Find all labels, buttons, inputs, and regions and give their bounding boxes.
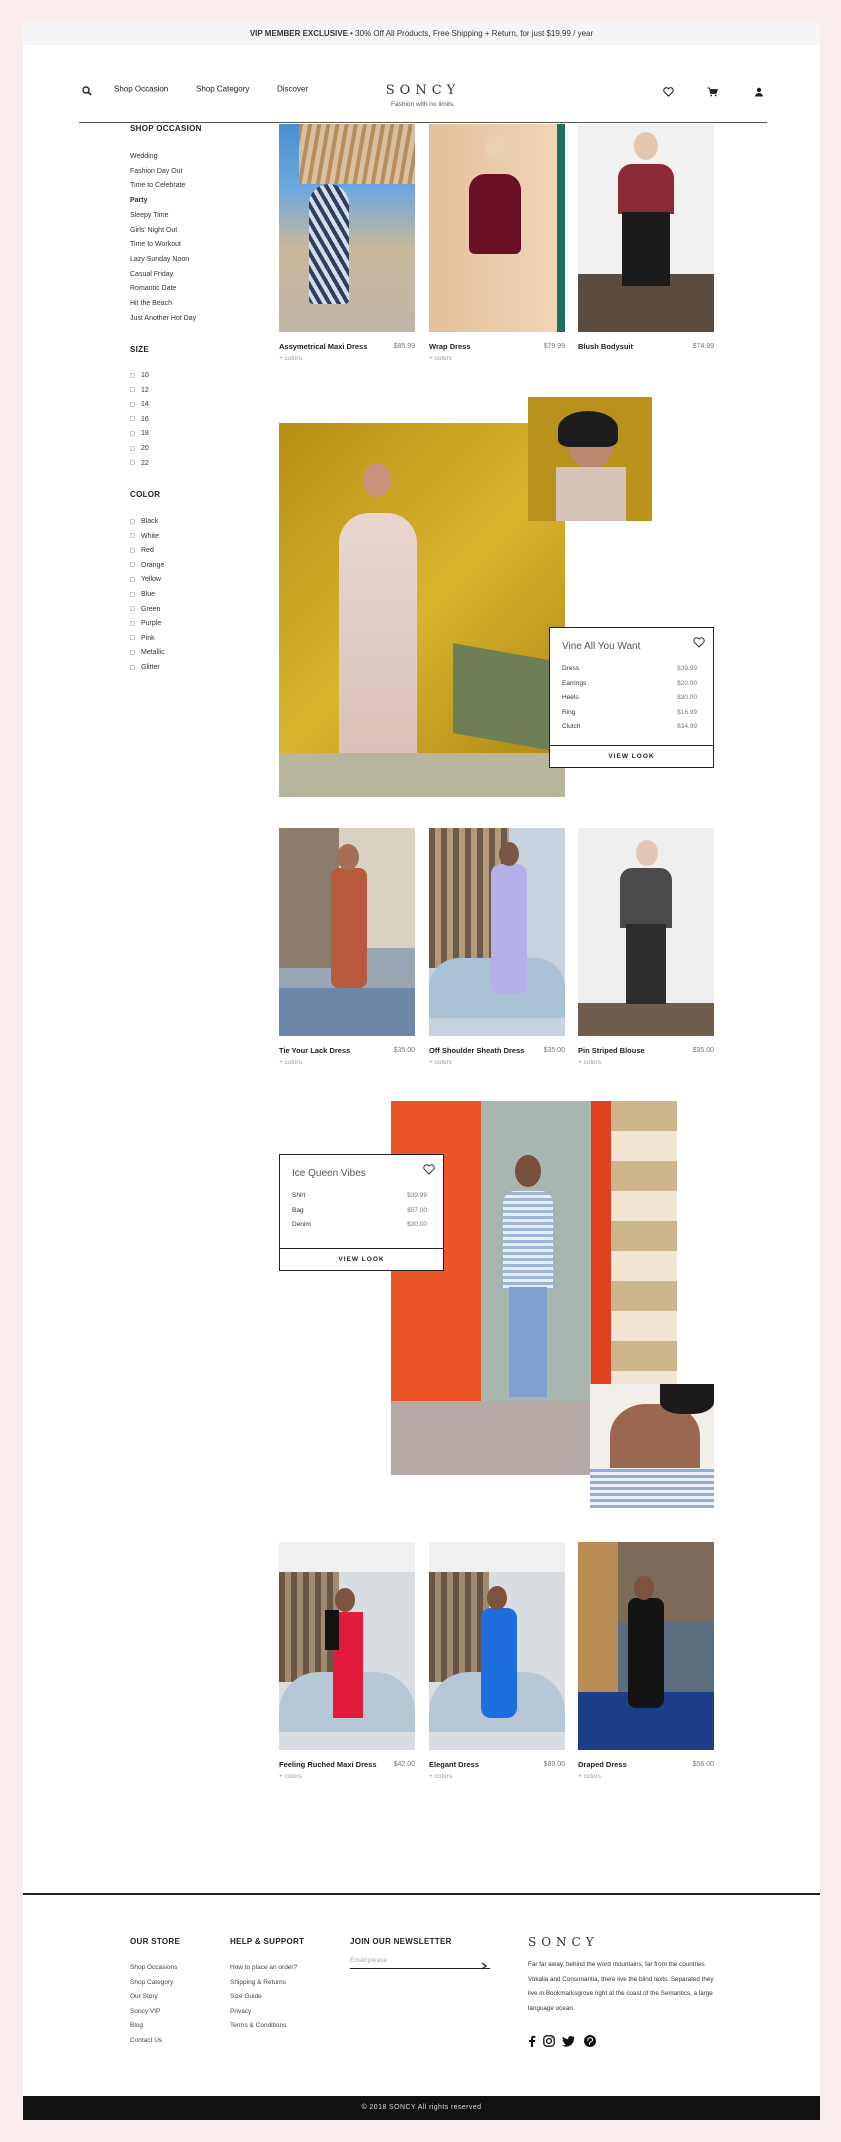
product-colors[interactable]: + colors <box>429 1773 452 1780</box>
footer-store-link-label: Contact Us <box>130 2037 163 2044</box>
search-icon[interactable] <box>82 83 94 95</box>
size-filter-label: 10 <box>141 372 149 379</box>
color-filter-label: Orange <box>141 561 165 569</box>
heart-icon[interactable] <box>423 1162 435 1180</box>
product-name[interactable]: Wrap Dress <box>429 342 471 351</box>
nav-shop-occasion[interactable]: Shop Occasion <box>114 84 169 94</box>
help-heading: HELP & SUPPORT <box>230 1937 305 1946</box>
color-filter-label: Glitter <box>141 664 160 671</box>
footer-description: Far far away, behind the word mountains, far from the countries Vokalia and Consonantia, there live the blind texts. Separated they live in Bookmarksgrove right at the coast of the Semantics, a large language ocean. <box>528 1961 714 2012</box>
occasion-filter-label: Lazy Sunday Noon <box>130 255 190 263</box>
copyright-bar: © 2018 SONCY All rights reserved <box>23 2096 820 2120</box>
occasion-filter-label: Hit the Beach <box>130 300 173 307</box>
footer-help-link-label: Privacy <box>230 2007 252 2015</box>
nav-shop-category[interactable]: Shop Category <box>196 84 250 94</box>
facebook-icon[interactable] <box>528 2034 536 2052</box>
footer-store-link-label: Blog <box>130 2022 144 2030</box>
product-price: $89.00 <box>543 1761 565 1768</box>
look-detail-image <box>528 397 652 521</box>
look-item-name: Heels <box>562 694 579 701</box>
color-filter[interactable] <box>130 649 165 656</box>
look-item-price: $39.99 <box>677 665 697 672</box>
occasion-filter-label: Party <box>130 197 148 205</box>
promo-bar <box>23 23 820 45</box>
footer-store-link[interactable] <box>130 2037 162 2044</box>
color-filter-label: Red <box>141 547 154 555</box>
footer-store-link-label: Shop Category <box>130 1978 174 1986</box>
color-filter-label: Blue <box>141 591 156 598</box>
look-item-name: Shirt <box>292 1192 306 1199</box>
occasion-filter[interactable] <box>130 227 177 234</box>
occasion-filter-label: Time to Workout <box>130 241 181 249</box>
brand-tagline: Fashion with no limits. <box>391 101 455 108</box>
size-filter[interactable] <box>130 401 149 408</box>
product-price: $74.99 <box>692 343 714 350</box>
product-price: $85.99 <box>393 343 415 350</box>
color-filter[interactable] <box>130 547 154 554</box>
page <box>23 23 820 2120</box>
product-name[interactable]: Elegant Dress <box>429 1760 480 1769</box>
occasion-filter[interactable] <box>130 168 183 175</box>
checkbox-icon[interactable] <box>130 387 135 392</box>
product-image[interactable] <box>429 124 565 332</box>
color-filter[interactable] <box>130 635 155 642</box>
header-divider <box>79 122 767 123</box>
size-filter-label: 12 <box>141 386 149 394</box>
size-filter-label: 14 <box>141 401 149 409</box>
look-item-price: $30.00 <box>407 1221 427 1228</box>
footer-brand: SONCY <box>528 1935 599 1949</box>
occasion-filter[interactable] <box>130 300 172 307</box>
color-filter-label: Black <box>141 518 159 525</box>
color-filter-label: Yellow <box>141 576 161 584</box>
product-price: $35.00 <box>543 1047 565 1054</box>
color-filter[interactable] <box>130 664 160 671</box>
look-item-price: $30.00 <box>677 694 697 701</box>
product-price: $79.99 <box>543 343 565 350</box>
product-image[interactable] <box>578 1542 714 1750</box>
cart-icon[interactable] <box>707 84 718 102</box>
checkbox-icon[interactable] <box>130 548 135 553</box>
checkbox-icon[interactable] <box>130 519 135 524</box>
look-item-price: $39.99 <box>407 1192 427 1199</box>
nav-discover[interactable]: Discover <box>277 84 309 94</box>
footer-store-link-label: Soncy VIP <box>130 2007 161 2015</box>
occasion-filter[interactable] <box>130 153 158 160</box>
occasion-filter[interactable] <box>130 315 196 322</box>
color-filter-label: Metallic <box>141 649 165 657</box>
checkbox-icon[interactable] <box>130 562 135 567</box>
product-name[interactable]: Assymetrical Maxi Dress <box>279 342 368 351</box>
occasion-filter-label: Fashion Day Out <box>130 167 183 175</box>
color-filter-label: Green <box>141 605 161 613</box>
size-filter-label: 20 <box>141 445 149 452</box>
checkbox-icon[interactable] <box>130 533 135 538</box>
look-item-name: Ring <box>562 709 576 716</box>
view-look-button[interactable]: VIEW LOOK <box>280 1248 443 1270</box>
checkbox-icon[interactable] <box>130 402 135 407</box>
color-filter[interactable] <box>130 533 159 540</box>
newsletter-heading: JOIN OUR NEWSLETTER <box>350 1937 452 1946</box>
look-card <box>549 627 714 768</box>
checkbox-icon[interactable] <box>130 592 135 597</box>
footer-store-link[interactable] <box>130 2022 143 2029</box>
product-colors[interactable]: + colors <box>279 355 302 362</box>
look-item-price: $34.99 <box>677 723 697 730</box>
footer-help-link-label: Size Guide <box>230 1993 262 2001</box>
product-image[interactable] <box>578 124 714 332</box>
footer-help-link-label: How to place an order? <box>230 1964 298 1971</box>
size-filter[interactable] <box>130 460 149 467</box>
footer-divider <box>23 1893 820 1895</box>
brand-logo[interactable] <box>343 83 503 108</box>
color-filter[interactable] <box>130 606 160 613</box>
color-filter[interactable] <box>130 620 161 627</box>
product-name[interactable]: Pin Striped Blouse <box>578 1046 645 1055</box>
footer-help-link[interactable] <box>230 1979 286 1986</box>
checkbox-icon[interactable] <box>130 460 135 465</box>
footer-help-link[interactable] <box>230 2022 286 2029</box>
checkbox-icon[interactable] <box>130 431 135 436</box>
pinterest-icon[interactable] <box>584 2034 596 2052</box>
product-price: $35.00 <box>692 1047 714 1054</box>
occasion-filter[interactable] <box>130 271 173 278</box>
product-colors[interactable]: + colors <box>279 1059 302 1066</box>
size-filter[interactable] <box>130 387 149 394</box>
look-card <box>279 1154 444 1271</box>
color-filter[interactable] <box>130 576 161 583</box>
product-colors[interactable]: + colors <box>279 1773 302 1780</box>
newsletter-email-input[interactable] <box>350 1953 490 1969</box>
product-image[interactable] <box>429 1542 565 1750</box>
checkbox-icon[interactable] <box>130 650 135 655</box>
size-filter[interactable] <box>130 430 149 437</box>
instagram-icon[interactable] <box>543 2034 555 2052</box>
occasion-filter[interactable] <box>130 241 181 248</box>
product-image[interactable] <box>279 828 415 1036</box>
checkbox-icon[interactable] <box>130 577 135 582</box>
look-item-name: Dress <box>562 665 579 672</box>
occasion-filter-label: Wedding <box>130 153 158 160</box>
occasion-filter[interactable] <box>130 285 176 292</box>
look-item-name: Clutch <box>562 723 581 730</box>
size-filter[interactable] <box>130 445 149 452</box>
checkbox-icon[interactable] <box>130 635 135 640</box>
size-filter-label: 16 <box>141 415 149 423</box>
heart-icon[interactable] <box>693 635 705 653</box>
product-image[interactable] <box>429 828 565 1036</box>
checkbox-icon[interactable] <box>130 606 135 611</box>
heart-icon[interactable] <box>663 84 674 102</box>
look-item-name: Earrings <box>562 680 587 687</box>
product-image[interactable] <box>279 124 415 332</box>
footer-help-link-label: Terms & Conditions <box>230 2022 287 2030</box>
twitter-icon[interactable] <box>562 2034 575 2052</box>
brand-name: SONCY <box>385 83 461 98</box>
occasion-filter[interactable] <box>130 256 189 263</box>
size-filter[interactable] <box>130 416 149 423</box>
product-colors[interactable]: + colors <box>429 355 452 362</box>
occasion-filter-label: Sleepy Time <box>130 211 169 219</box>
occasion-filter-label: Time to Celebrate <box>130 182 186 190</box>
header-nav <box>23 45 820 123</box>
look-detail-image <box>590 1384 714 1508</box>
look-title: Vine All You Want <box>562 641 641 652</box>
product-colors[interactable]: + colors <box>578 1059 601 1066</box>
product-colors[interactable]: + colors <box>429 1059 452 1066</box>
look-item-name: Denim <box>292 1221 311 1228</box>
checkbox-icon[interactable] <box>130 621 135 626</box>
color-filter-label: Pink <box>141 634 155 642</box>
footer-store-link[interactable] <box>130 1979 173 1986</box>
footer-store-link-label: Our Story <box>130 1993 158 2001</box>
color-filter[interactable] <box>130 518 158 525</box>
product-price: $56.00 <box>692 1761 714 1768</box>
checkbox-icon[interactable] <box>130 446 135 451</box>
view-look-button[interactable]: VIEW LOOK <box>550 745 713 767</box>
footer-help-link[interactable] <box>230 1993 262 2000</box>
footer-help-link-label: Shipping & Returns <box>230 1978 287 1986</box>
product-name[interactable]: Off Shoulder Sheath Dress <box>429 1046 525 1055</box>
size-heading: SIZE <box>130 345 149 354</box>
color-filter-label: Purple <box>141 620 162 628</box>
checkbox-icon[interactable] <box>130 665 135 670</box>
product-image[interactable] <box>578 828 714 1036</box>
look-title: Ice Queen Vibes <box>292 1168 366 1179</box>
product-price: $42.00 <box>393 1761 415 1768</box>
product-name[interactable]: Blush Bodysuit <box>578 342 634 351</box>
occasion-filter-label: Just Another Hot Day <box>130 314 197 322</box>
occasion-filter[interactable] <box>130 182 185 189</box>
footer-help-link[interactable] <box>230 2008 251 2015</box>
footer-help-link[interactable] <box>230 1964 297 1971</box>
user-icon[interactable] <box>754 84 764 102</box>
shop-occasion-heading: SHOP OCCASION <box>130 124 202 133</box>
look-item-price: $16.99 <box>677 709 697 716</box>
footer-store-link-label: Shop Occasions <box>130 1964 178 1971</box>
product-colors[interactable]: + colors <box>578 1773 601 1780</box>
size-filter-label: 18 <box>141 430 149 438</box>
product-price: $35.00 <box>393 1047 415 1054</box>
look-item-price: $57.00 <box>407 1207 427 1214</box>
promo-text: • 30% Off All Products, Free Shipping + Return, for just $19.99 / year <box>347 29 594 38</box>
footer-store-link[interactable] <box>130 1964 177 1971</box>
product-name[interactable]: Feeling Ruched Maxi Dress <box>279 1760 377 1769</box>
arrow-right-icon[interactable] <box>480 1957 488 1975</box>
occasion-filter[interactable] <box>130 212 169 219</box>
look-item-price: $20.00 <box>677 680 697 687</box>
color-filter-label: White <box>141 532 159 540</box>
checkbox-icon[interactable] <box>130 416 135 421</box>
color-filter[interactable] <box>130 562 164 569</box>
promo-highlight: VIP MEMBER EXCLUSIVE <box>249 29 348 38</box>
occasion-filter-label: Romantic Date <box>130 285 177 293</box>
product-image[interactable] <box>279 1542 415 1750</box>
occasion-filter-label: Girls' Night Out <box>130 226 178 234</box>
product-name[interactable]: Draped Dress <box>578 1760 627 1769</box>
size-filter[interactable] <box>130 372 149 379</box>
occasion-filter[interactable] <box>130 197 148 204</box>
product-name[interactable]: Tie Your Lack Dress <box>279 1046 351 1055</box>
color-filter[interactable] <box>130 591 155 598</box>
size-filter-label: 22 <box>141 459 149 467</box>
occasion-filter-label: Casual Friday <box>130 270 174 278</box>
footer-store-link[interactable] <box>130 1993 158 2000</box>
checkbox-icon[interactable] <box>130 373 135 378</box>
look-item-name: Bag <box>292 1207 304 1214</box>
footer-store-link[interactable] <box>130 2008 160 2015</box>
look-image[interactable] <box>279 423 565 797</box>
color-heading: COLOR <box>130 490 161 499</box>
our-store-heading: OUR STORE <box>130 1937 181 1946</box>
